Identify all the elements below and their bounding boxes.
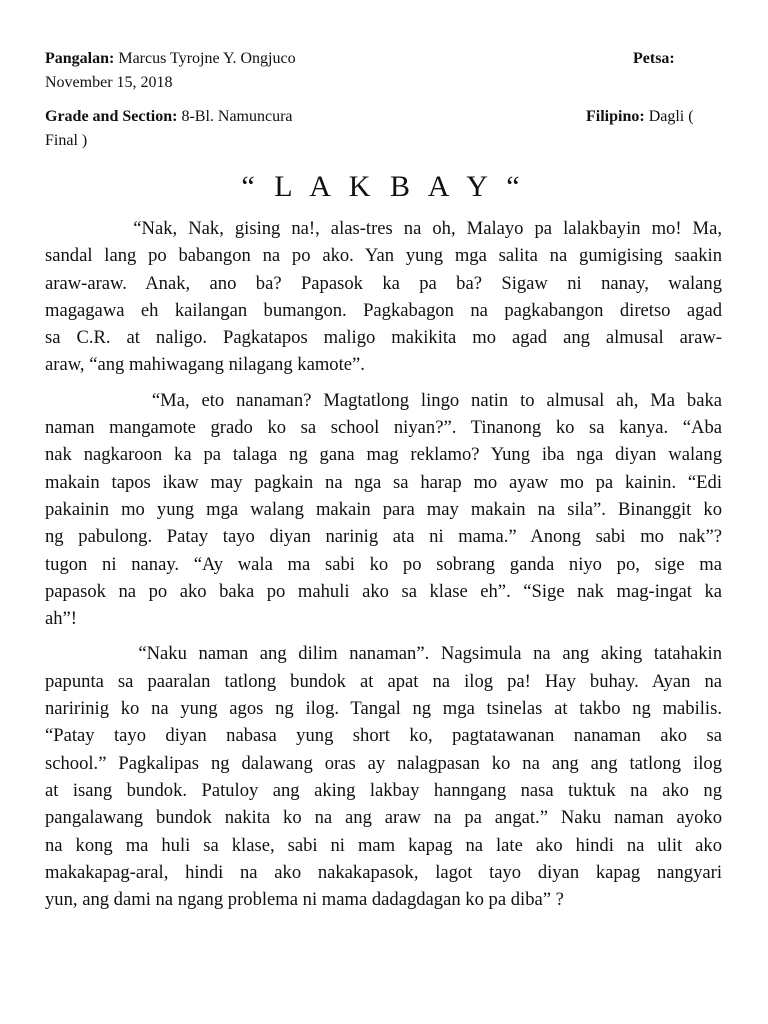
text-line: ng pabulong. Patay tayo diyan narinig ata ni mama.” Anong sabi mo nak”? [45,526,722,548]
text-line: school.” Pagkalipas ng dalawang oras ay nalagpasan ko na ang ang tatlong ilog [45,752,722,774]
text-line: papunta sa paaralan tatlong bundok at apat na ilog pa! Hay buhay. Ayan na [45,670,722,692]
header-row-name [45,47,722,71]
text-line: pangalawang bundok nakita ko na ang araw na pa angat.” Naku naman ayoko [45,807,722,829]
subject-value: Dagli ( [648,108,694,125]
document-page [45,47,722,921]
text-line: araw-araw. Anak, ano ba? Papasok ka pa ba? Sigaw ni nanay, walang [45,272,722,294]
date-value: November 15, 2018 [45,74,173,91]
date-label: Petsa: [633,50,675,67]
text-line: makakapag-aral, hindi na ako nakakapasok, lagot tayo diyan kapag nangyari [45,861,722,883]
subject-cont: Final ) [45,132,88,149]
story-paragraph [45,387,722,633]
text-line: ah”! [45,608,77,630]
text-line: at isang bundok. Patuloy ang aking lakbay hanngang nasa tuktuk na ako ng [45,779,722,801]
story-body [45,215,722,913]
name-value: Marcus Tyrojne Y. Ongjuco [118,50,296,67]
text-line: tugon ni nanay. “Ay wala ma sabi ko po sobrang ganda niyo po, sige ma [45,553,722,575]
text-line: yun, ang dami na ngang problema ni mama dadagdagan ko pa diba” ? [45,889,564,911]
grade-value: 8-Bl. Namuncura [181,108,293,125]
text-line: papasok na po ako baka po mahuli ako sa klase eh”. “Sige nak mag-ingat ka [45,580,722,602]
text-line: sandal lang po babangon na po ako. Yan yung mga salita na gumigising saakin [45,245,722,267]
header-row-subject-cont [45,129,722,153]
story-paragraph [45,640,722,913]
text-line: nak nagkaroon ka pa talaga ng gana mag reklamo? Yung iba nga diyan walang [45,444,722,466]
text-line: pakainin mo yung mga walang makain para may makain na sila”. Binanggit ko [45,498,722,520]
text-line: magagawa eh kailangan bumangon. Pagkabagon na pagkabangon diretso agad [45,299,722,321]
text-line: “Patay tayo diyan nabasa yung short ko, pagtatawanan nanaman ako sa [45,725,722,747]
text-line: “Ma, eto nanaman? Magtatlong lingo natin to almusal ah, Ma baka [45,389,722,411]
subject-label: Filipino: [586,108,645,125]
text-line: naririnig ko na yung agos ng ilog. Tangal ng mga tsinelas at takbo ng mabilis. [45,698,722,720]
header-row-date [45,71,722,95]
text-line: na kong ma huli sa klase, sabi ni mam kapag na late ako hindi na ulit ako [45,834,722,856]
header-name-date [45,47,722,95]
header-row-grade [45,105,722,129]
text-line: araw, “ang mahiwagang nilagang kamote”. [45,354,365,376]
text-line: “Naku naman ang dilim nanaman”. Nagsimula na ang aking tatahakin [45,643,722,665]
header-grade-subject [45,105,722,153]
text-line: makain tapos ikaw may pagkain na nga sa harap mo ayaw mo pa kainin. “Edi [45,471,722,493]
grade-label: Grade and Section: [45,108,178,125]
story-title: “ L A K B A Y “ [241,170,526,203]
story-paragraph [45,215,722,379]
text-line: naman mangamote grado ko sa school niyan?”. Tinanong ko sa kanya. “Aba [45,417,722,439]
text-line: sa C.R. at naligo. Pagkatapos maligo makikita mo agad ang almusal araw- [45,327,722,349]
name-label: Pangalan: [45,50,115,67]
text-line: “Nak, Nak, gising na!, alas-tres na oh, Malayo pa lalakbayin mo! Ma, [45,218,722,239]
subject-field [586,105,694,129]
